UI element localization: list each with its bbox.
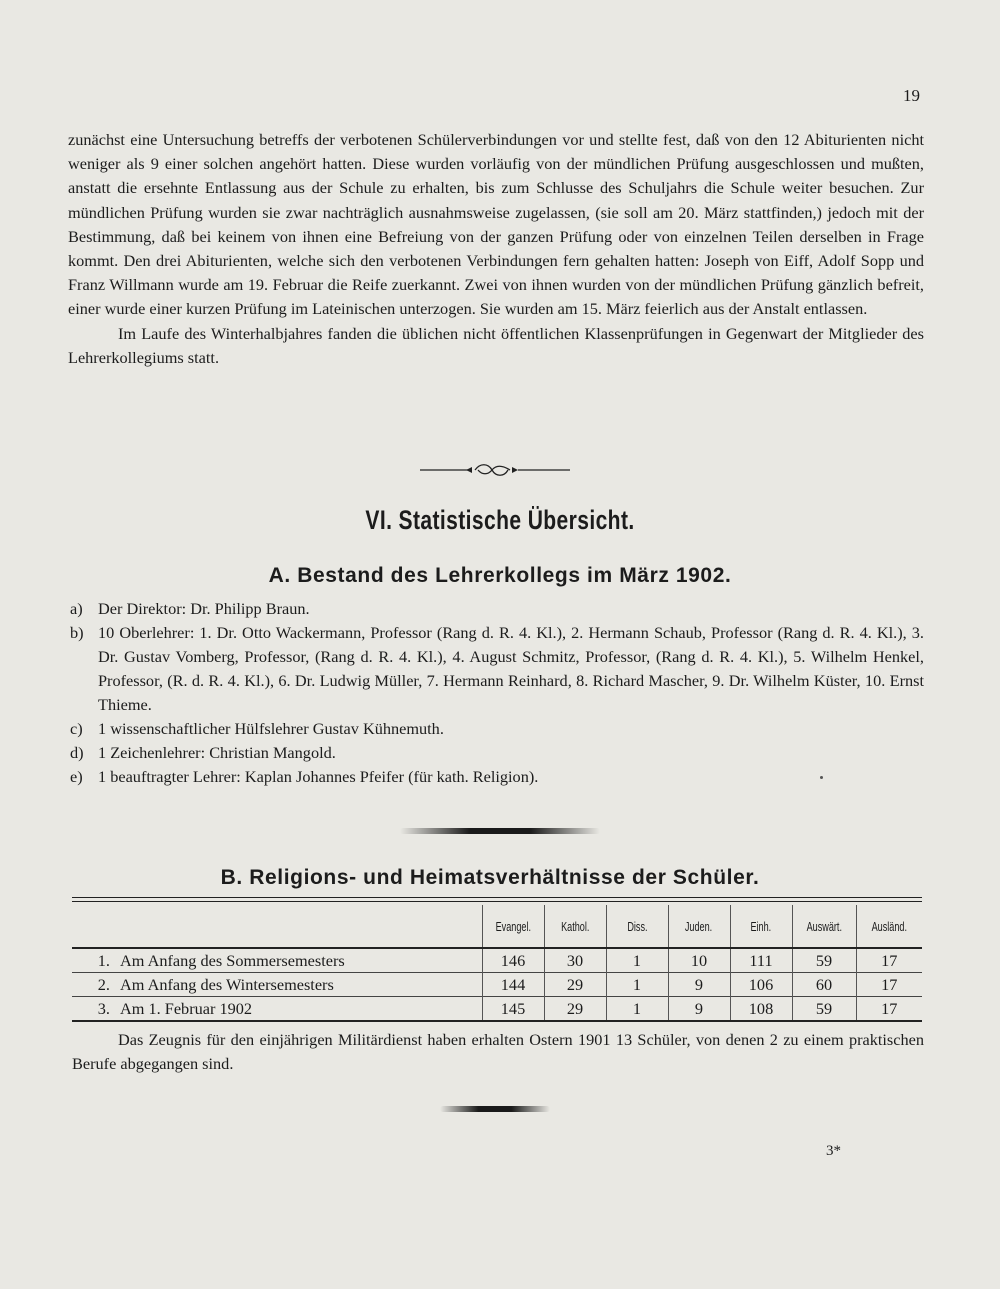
table-cell: 1 [606, 948, 668, 973]
table-cell: 111 [730, 948, 792, 973]
list-marker: a) [70, 599, 83, 618]
table-cell: 59 [792, 997, 856, 1022]
list-text: 10 Oberlehrer: 1. Dr. Otto Wackermann, Professor (Rang d. R. 4. Kl.), 2. Hermann Schaub, Professor (Rang d. R. 4. Kl.), 3. Dr. Gustav Vomberg, Professor, (Rang d. R. 4. Kl.), 4. August Schmitz, Professor, (Rang d. R. 4. Kl.), 5. Wilhelm Henkel, Professor, (R. d. R. 4. Kl.), 6. Dr. Ludwig Müller, 7. Hermann Reinhard, 8. Richard Mascher, 9. Dr. Wilhelm Küster, 10. Ernst Thieme. [98, 623, 924, 714]
table-cell: 106 [730, 973, 792, 997]
column-header: Diss. [606, 905, 668, 948]
table-cell: 17 [856, 948, 922, 973]
column-header: Ausländ. [856, 905, 922, 948]
column-header: Evangel. [482, 905, 544, 948]
list-marker: c) [70, 719, 83, 738]
table-cell: 146 [482, 948, 544, 973]
list-item [70, 741, 924, 765]
column-header: Einh. [730, 905, 792, 948]
column-header: Auswärt. [792, 905, 856, 948]
table-cell: 29 [544, 997, 606, 1022]
table-cell: 30 [544, 948, 606, 973]
list-marker: d) [70, 743, 84, 762]
row-label: 1. Am Anfang des Sommersemesters [97, 950, 345, 970]
paragraph: Im Laufe des Winterhalbjahres fanden die üblichen nicht öffentlichen Klassenprüfungen in Gegenwart der Mitglieder des Lehrerkollegiums statt. [68, 323, 924, 367]
list-item [70, 765, 924, 789]
table-row [72, 973, 922, 997]
table-cell: 17 [856, 973, 922, 997]
list-marker: b) [70, 623, 84, 642]
divider-rule [440, 1106, 550, 1112]
section-a-heading: A. Bestand des Lehrerkollegs im März 1902. [268, 564, 732, 587]
table-cell: 9 [668, 973, 730, 997]
list-marker: e) [70, 767, 83, 786]
list-text: 1 wissenschaftlicher Hülfslehrer Gustav Kühnemuth. [98, 719, 444, 738]
header-blank [72, 905, 482, 948]
table-top-rule [72, 897, 922, 898]
list-item [70, 621, 924, 717]
page-number: 19 [903, 86, 920, 105]
table-cell: 59 [792, 948, 856, 973]
section-b-heading: B. Religions- und Heimatsverhältnisse der Schüler. [220, 866, 760, 889]
row-label: 3. Am 1. Februar 1902 [97, 998, 253, 1018]
paragraph: zunächst eine Untersuchung betreffs der verbotenen Schülerverbindungen vor und stellte fest, daß von den 12 Abiturienten nicht weniger als 9 einer solchen angehört hatten. Diese wurden vorläufig von der mündlichen Prüfung ausgeschlossen und mußten, anstatt die ersehnte Entlassung aus der Schule zu erhalten, bis zum Schlusse des Schuljahrs die Schule weiter besuchen. Zur mündlichen Prüfung wurden sie zwar nachträglich ausnahmsweise zugelassen, (sie soll am 20. März stattfinden,) jedoch mit der Bestimmung, daß bei keinem von ihnen eine Befreiung von der ganzen Prüfung oder von einzelnen Teilen derselben in Frage kommt. Den drei Abiturienten, welche sich den verbotenen Verbindungen fern gehalten hatten: Joseph von Eiff, Adolf Sopp und Franz Willmann wurde am 19. Februar die Reife zuerkannt. Zwei von ihnen wurden von der mündlichen Prüfung gänzlich befreit, einer wurde einer kurzen Prüfung im Lateinischen unterzogen. Sie wurden am 15. März feierlich aus der Anstalt entlassen. [68, 130, 924, 319]
table-cell: 60 [792, 973, 856, 997]
divider-rule [400, 828, 600, 834]
table-cell: 17 [856, 997, 922, 1022]
body-text [68, 128, 924, 370]
section-title: VI. Statistische Übersicht. [365, 505, 635, 535]
column-header: Kathol. [544, 905, 606, 948]
ornament-divider [420, 460, 570, 480]
signature-mark: 3* [826, 1143, 841, 1159]
table-row [72, 948, 922, 973]
list-item [70, 717, 924, 741]
teacher-list [70, 597, 924, 789]
note-paragraph: Das Zeugnis für den einjährigen Militärdienst haben erhalten Ostern 1901 13 Schüler, von denen 2 zu einem praktischen Berufe abgegangen sind. [72, 1030, 924, 1074]
statistics-table [72, 905, 922, 1022]
table-cell: 10 [668, 948, 730, 973]
table-cell: 145 [482, 997, 544, 1022]
column-header: Juden. [668, 905, 730, 948]
list-text: Der Direktor: Dr. Philipp Braun. [98, 599, 310, 618]
list-text: 1 beauftragter Lehrer: Kaplan Johannes Pfeifer (für kath. Religion). [98, 767, 539, 786]
table-cell: 9 [668, 997, 730, 1022]
table-header-row [72, 905, 922, 948]
table-cell: 29 [544, 973, 606, 997]
table-cell: 1 [606, 973, 668, 997]
table-row [72, 997, 922, 1022]
print-speck [820, 776, 823, 779]
table-note [72, 1028, 924, 1076]
list-text: 1 Zeichenlehrer: Christian Mangold. [98, 743, 336, 762]
row-label: 2. Am Anfang des Wintersemesters [97, 974, 334, 994]
table-cell: 108 [730, 997, 792, 1022]
list-item [70, 597, 924, 621]
table-cell: 144 [482, 973, 544, 997]
table-top-rule [72, 901, 922, 902]
table-cell: 1 [606, 997, 668, 1022]
